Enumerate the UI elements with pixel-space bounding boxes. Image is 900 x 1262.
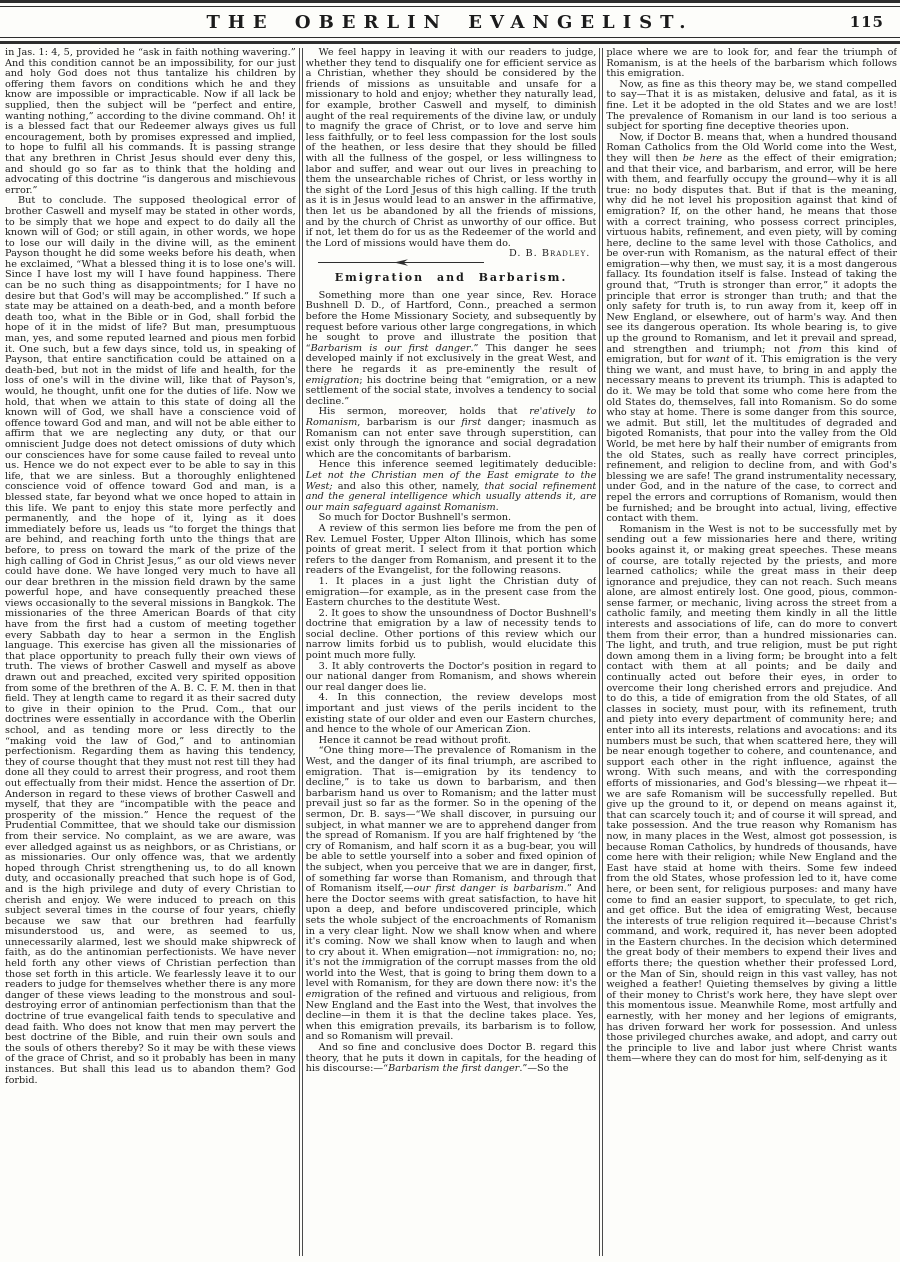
author-signature: D. B. Bradley. [508, 248, 591, 260]
paragraph: Now, if Doctor B. means that, when a hundred thousand Roman Catholics from the Old World come into the West, they will then be here as the effect of their emigration; and that their vice, and barbarism, and error, will be here with them, and fearfully occupy the ground—why it is all true: no body disputes that. But if that is the meaning, why did he not level his proposition against that kind of emigration? If, on the other hand, he means that those with a correct training, who possess correct principles, virtuous habits, refinement, and even piety, will by coming here, decline to the same level with those Catholics, and be over-run with Romanism, as the natural effect of their emigration—why then, we must say, it is a most dangerous fallacy. Its foundation itself is false. Instead of taking the ground that, “Truth is stronger than error,” it adopts the principle that error is stronger than truth; and that the only safety for truth is, to run away from it, keep off in New England, or elsewhere, out of harm's way. And then see its dangerous operation. Its whole bearing is, to give up the ground to Romanism, and let it prevail and spread, and strengthen and triumph; not from this kind of emigration, but for want of it. This emigration is the very thing we want, and must have, to bring in and apply the necessary means to prevent its triumph. This is adapted to do it. We may be told that some who come here from the old States do, themselves, fall into Romanism. So do some who stay at home. There is some danger from this source, we admit. But still, let the multitudes of degraded and bigoted Romanists, that pour into the valley from the Old World, be met here by half their number of emigrants from the old States, such as really have correct principles, refinement, and religion to decline from, and with God's blessing we are safe! The grand instrumentality necessary, under God, and in the nature of the case, to correct and repel the errors and corruptions of Romanism, would then be furnished; and be brought into actual, living, effective contact with them. [606, 131, 898, 525]
paragraph: Something more than one year since, Rev. Horace Bushnell D. D., of Hartford, Conn., preached a sermon before the Home Missionary Society, and subsequently by request before various other large congregations, in which he sought to prove and illustrate the position that “Barbarism is our first danger.” This danger he sees developed mainly if not exclusively in the great West, and there he regards it as pre-eminently the result of emigration; his doctrine being that “emigration, or a new settlement of the social state, involves a tendency to social decline.” [305, 289, 597, 407]
paragraph: in Jas. 1: 4, 5, provided he “ask in faith nothing wavering.” And this condition cannot be an impossibility, for our just and holy God does not thus tantalize his children by offering them favors on conditions which he and they know are impossible or impracticable. Now if all lack be supplied, then the subject will be “perfect and entire, wanting nothing,” according to the divine command. Oh! it is a blessed fact that our Redeemer always gives us full encouragement, both by promises expressed and implied, to hope to fulfil all his commands. It is passing strange that any brethren in Christ Jesus should ever deny this, and should go so far as to think that the holding and advocating of this doctrine “is dangerous and mischievous error.” [5, 48, 296, 196]
numbered-point: 1. It places in a just light the Christian duty of emigration—for example, as in the present case from the Eastern churches to the destitute West. [305, 575, 597, 609]
article-columns [0, 44, 900, 1256]
numbered-point: 3. It ably controverts the Doctor's position in regard to our national danger from Romanism, and shows wherein our real danger does lie. [305, 660, 597, 693]
paragraph: Hence this inference seemed legitimately deducible: Let not the Christian men of the East emigrate to the West; and also this other, namely, that social refinement and the general intelligence which usually attends it, are our main safeguard against Romanism. [305, 459, 597, 513]
paragraph [305, 48, 597, 260]
column-rule [299, 48, 303, 1256]
masthead-bottom-rule [0, 37, 900, 44]
article-end-text: We feel happy in leaving it with our readers to judge, whether they tend to disqualify one for efficient service as a Christian, whether they should be considered by the friends of missions as unsuitable and unsafe for a missionary to hold and enjoy; whether they naturally lead, for example, brother Caswell and myself, to diminish aught of the real requirements of the divine law, or unduly to magnify the grace of Christ, or to love and serve him less faithfully, or to feel less compassion for the lost souls of the heathen, or less desire that they should be filled with all the fullness of the gospel, or less willingness to labor and suffer, and wear out our lives in preaching to them the unsearchable riches of Christ, or less worthy in the sight of the Lord Jesus of this high calling. If the truth as it is in Jesus would lead to an answer in the affirmative, then let us be abandoned by all the friends of missions, and by the church of Christ as unworthy of our office. But if not, let them do for us as the Redeemer of the world and the Lord of missions would have them do. [305, 48, 597, 249]
paragraph: “One thing more—The prevalence of Romanism in the West, and the danger of its final triumph, are ascribed to emigration. That is—emigration by its tendency to decline,” is to take us down to barbarism, and then barbarism hand us over to Romanism; and the latter must prevail just so far as the former. So in the opening of the sermon, Dr. B. says—“We shall discover, in pursuing our subject, in what manner we are to apprehend danger from the spread of Romanism. If you are half frightened by ‘the cry of Romanism, and half scorn it as a bug-bear, you will be able to settle yourself into a sober and fixed opinion of the subject, when you perceive that we are in danger, first, of something far worse than Romanism, and through that of Romanism itself,—our first danger is barbarism.” And here the Doctor seems with great satisfaction, to have hit upon a deep, and before undiscovered principle, which sets the whole subject of the encroachments of Romanism in a very clear light. Now we shall know when and where it's coming. Now we shall know when to laugh and when to cry about it. When emigration—not immigration: no, no; it's not the immigration of the corrupt masses from the old world into the West, that is going to bring them down to a level with Romanism, for they are down there now: it's the emigration of the refined and virtuous and religious, from New England and the East into the West, that involves the decline—in them it is that the decline takes place. Yes, when this emigration prevails, its barbarism is to follow, and so Romanism will prevail. [305, 745, 597, 1043]
column-rule [599, 48, 603, 1256]
top-border-rule [0, 0, 900, 7]
masthead-title: THE OBERLIN EVANGELIST. [206, 12, 694, 33]
paragraph: place where we are to look for, and fear the triumph of Romanism, is at the heels of the barbarism which follows this emigration. [606, 48, 898, 80]
article-heading: Emigration and Barbarism. [334, 271, 568, 285]
paragraph: Now, as fine as this theory may be, we stand compelled to say—That it is as mistaken, delusive and fatal, as it is fine. Let it be adopted in the old States and we are lost! The prevalence of Romanism in our land is too serious a subject for sporting fine deceptive theories upon. [606, 78, 898, 133]
column-3 [606, 48, 897, 1256]
paragraph: Romanism in the West is not to be successfully met by sending out a few missionaries here and there, writing books against it, or making great speeches. These means of course, are totally rejected by the priests, and more learned catholics; while the great mass in their deep ignorance and prejudice, they can not reach. Such means alone, are almost entirely lost. One good, pious, common-sense farmer, or mechanic, living across the street from a catholic family, and meeting them kindly in all the little interests and associations of life, can do more to convert them from their error, than a hundred missionaries can. The light, and truth, and true religion, must be put right down among them in a living form; be brought into a felt contact with them at all points; and be daily and continually acted out before their eyes, in order to overcome their long cherished errors and prejudice. And to do this, a tide of emigration from the old States, of all classes in society, must pour, with its refinement, truth and piety into every department of community here; and enter into all its interests, relations and avocations: and its numbers must be such, that when scattered here, they will be near enough together to cohere, and countenance, and support each other in the right influence, against the wrong. With such means, and with the corresponding efforts of missionaries, and God's blessing—we rhpeat it—we are safe Romanism will be successfully repelled. But give up the ground to it, or depend on means against it, that can scarcely touch it; and of course it will spread, and take possession. And the true reason why Romanism has now, in many places in the West, almost got possession, is because Roman Catholics, by hundreds of thousands, have come here with their religion; while New England and the East have staid at home with theirs. Some few indeed from the old States, whose profession led to it, have come here, or been sent, for religious purposes: and many have come to find an easier support, to speculate, to get rich, and get office. But the idea of emigrating West, because the interests of true religion required it—because Christ's command, and work, required it, has never been adopted in the Eastern churches. In the decision which determined the great body of their members to expend their lives and efforts there; the question whether their professed Lord, or the Man of Sin, should reign in this vast valley, has not weighed a feather! Quieting themselves by giving a little of their money to Christ's work here, they have slept over this momentous issue. Meanwhile Rome, most artfully and earnestly, with her money and her legions of emigrants, has driven forward her work for possession. And unless those privileged churches awake, and adopt, and carry out the principle to live and labor just where Christ wants them—where they can do most for him, self-denying as it [606, 523, 898, 1065]
paragraph: His sermon, moreover, holds that re'atively to Romanism, barbarism is our first danger; inasmuch as Romanism can not enter save through superstition, can exist only through the ignorance and social degradation which are the concomitants of barbarism. [305, 406, 597, 460]
numbered-point: 2. It goes to show the unsoundness of Doctor Bushnell's doctrine that emigration by a law of necessity tends to social decline. Other portions of this review which our narrow limits forbid us to publish, would elucidate this point much more fully. [305, 607, 597, 662]
paragraph: Hence it cannot be read without profit. [318, 734, 511, 746]
column-2 [306, 48, 597, 1256]
paragraph: And so fine and conclusive does Doctor B. regard this theory, that he puts it down in capitals, for the heading of his discourse:—“Barbarism the first danger.”—So the [305, 1042, 597, 1075]
divider-arrow-icon [316, 258, 486, 267]
paragraph: So much for Doctor Bushnell's sermon. [318, 512, 512, 524]
numbered-point: 4. In this connection, the review develops most important and just views of the perils incident to the existing state of our older and even our Eastern churches, and hence to the whole of our American Zion. [305, 692, 597, 736]
paragraph: But to conclude. The supposed theological error of brother Caswell and myself may be stated in other words, to be simply that we hope and expect to do daily all the known will of God; or still again, in other words, we hope to lose our will daily in the divine will, as the eminent Payson thought he did some weeks before his death, when he exclaimed, “What a blessed thing it is to lose one's will. Since I have lost my will I have found happiness. There can be no such thing as disappointments; for I have no desire but that God's will may be accomplished.” If such a state may be attained on a death-bed, and a month before death too, what in the Bible or in God, shall forbid the hope of it in the midst of life? But man, presumptuous man, yes, and some reputed learned and pious men forbid it. One such, but a few days since, told us, in speaking of Payson, that entire sanctification could be attained on a death-bed, but not in the midst of life and health, for the loss of one's will in the divine will, like that of Payson's, would, he thought, unfit one for the duties of life. Now we hold, that when we attain to this state of doing all the known will of God, we shall have a conscience void of offence toward God and man, and will not be able either to affirm that we are neglecting any duty, or that our omniscient Judge does not detect omissions of duty which our consciences have for some cause failed to reveal unto us. Hence we do not expect ever to be able to say in this life, that we are sinless. But a thoroughly enlightened conscience void of offence toward God and man, is a blessed state, far beyond what we once hoped to attain in this life. We pant to enjoy this state more perfectly and permanently, and the hope of it, lying as it does immediately before us, leads us “to forget the things that are behind, and reaching forth unto the things that are before, to press on toward the mark of the prize of the high calling of God in Christ Jesus,” as our old views never could have done. We have longed very much to have all our dear brethren in the mission field drawn by the same powerful hope, and have consequently preached these views occasionally to the several missions in Bangkok. The missionaries of the three American Boards of that city have from the first had a custom of meeting together every Sabbath day to hear a sermon in the English language. This exercise has given all the missionaries of that place opportunity to preach fully their own views of truth. The views of brother Caswell and myself as above drawn out and preached, excited very spirited opposition from some of the brethren of the A. B. C. F. M. then in that field. They at length came to regard it as their sacred duty to give in their opinion to the Prud. Com., that our doctrines were essentially in accordance with the Oberlin school, and as tending more or less directly to the “making void the law of God,” and to antinomian perfectionism. Regarding them as having this tendency, they of course thought that they must not rest till they had done all they could to arrest their progress, and root them out effectually from their midst. Hence the assertion of Dr. Anderson in regard to these views of brother Caswell and myself, that they are “incompatible with the peace and prosperity of the mission.” Hence the request of the Prudential Committee, that we should take our dismission from their service. No complaint, as we are aware, was ever alledged against us as neighbors, or as Christians, or as missionaries. Our only offence was, that we ardently hoped through Christ strengthening us, to do all known duty, and occasionally preached that such hope is of God, and is the high privilege and duty of every Christian to cherish and enjoy. We were induced to preach on this subject several times in the course of four years, chiefly because we saw that our brethren had fearfully misunderstood us, and were, as seemed to us, unnecessarily alarmed, lest we should make shipwreck of faith, as do the antinomian perfectionists. We have never held forth any other views of Christian perfection than those set forth in this article. We fearlessly leave it to our readers to judge for themselves whether there is any more danger of these views leading to the monstrous and soul-destroying error of antinomian perfectionism than that the doctrine of true evangelical faith tends to speculative and dead faith. Who does not know that men may pervert the best doctrine of the Bible, and ruin their own souls and the souls of others thereby? So it may be with these views of the grace of Christ, and so it probably has been in many instances. But shall this lead us to abandon them? God forbid. [5, 195, 296, 1086]
page-number: 115 [849, 13, 884, 31]
paragraph: A review of this sermon lies before me from the pen of Rev. Lemuel Foster, Upper Alton Illinois, which has some points of great merit. I select from it that portion which refers to the danger from Romanism, and present it to the readers of the Evangelist, for the following reasons. [305, 522, 597, 577]
masthead [0, 0, 900, 44]
masthead-row [0, 7, 900, 37]
column-1 [5, 48, 296, 1256]
